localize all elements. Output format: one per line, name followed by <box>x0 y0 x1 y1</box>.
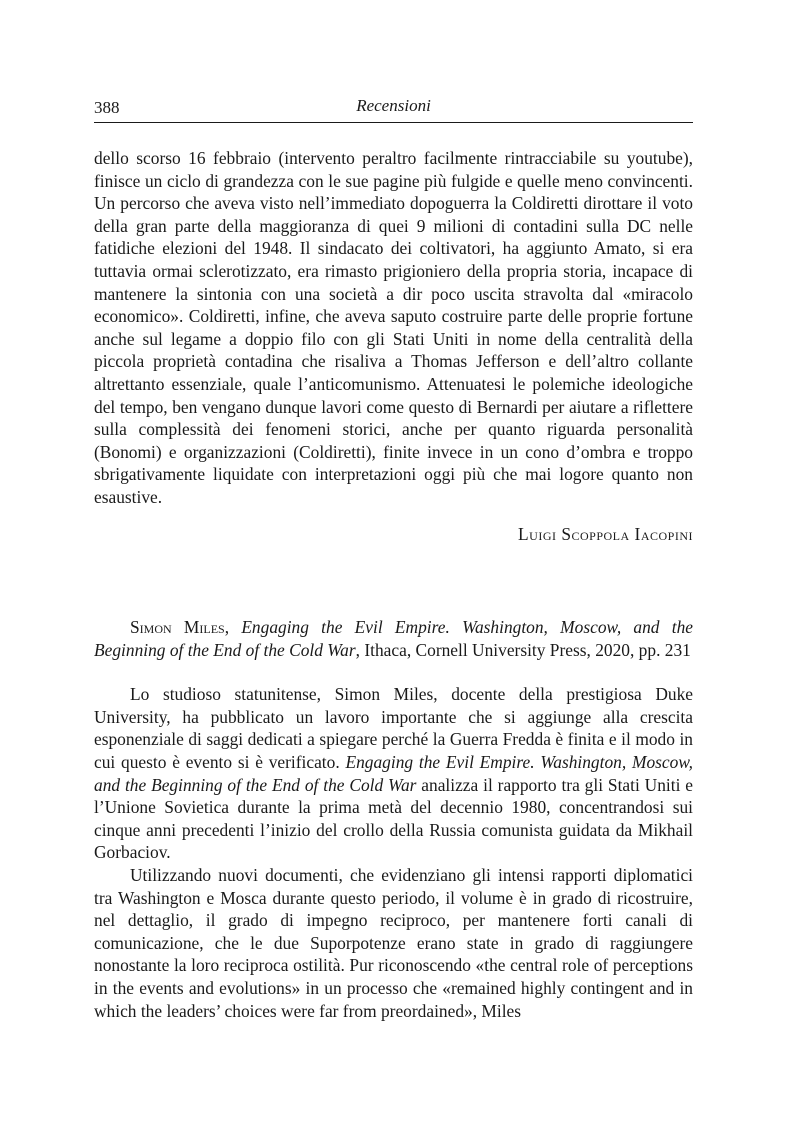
review-paragraph: Utilizzando nuovi documenti, che evidenziano gli intensi rapporti diplomatici tra Washington e Mosca durante questo periodo, il volume è in grado di ricostruire, nel dettaglio, il grado di impegno reciproco, per mantenere forti canali di comunicazione, che le due Suporpotenze erano state in grado di raggiungere nonostante la loro reciproca ostilità. Pur riconoscendo «the central role of perceptions in the events and evolutions» in un processo che «remained highly contingent and in which the leaders’ choices were far from preordained», Miles <box>94 865 693 1021</box>
book-author: Simon Miles <box>130 617 225 638</box>
reviewer-signature: Luigi Scoppola Iacopini <box>518 523 693 544</box>
running-head: Recensioni <box>356 96 431 115</box>
book-reference: Simon Miles, Engaging the Evil Empire. Washington, Moscow, and the Beginning of the End of the Cold War, Ithaca, Cornell University Press, 2020, pp. 231 <box>94 617 693 660</box>
book-publication: , Ithaca, Cornell University Press, 2020, pp. 231 <box>355 639 691 660</box>
review-paragraph <box>94 683 693 864</box>
paragraph-text: Lo studioso statunitense, Simon Miles, docente della prestigiosa Duke University, ha pubblicato un lavoro importante che si aggiunge alla crescita esponenziale di saggi dedicati a spiegare perché la Guerra Fredda è finita e il modo in cui questo è evento si è verificato. <box>94 684 693 773</box>
book-title: Engaging the Evil Empire. Washington, Moscow, and the Beginning of the End of the Cold War <box>94 617 693 660</box>
review-paragraph: dello scorso 16 febbraio (intervento peraltro facilmente rintracciabile su youtube), finisce un ciclo di grandezza con le sue pagine più fulgide e quelle meno convincenti. Un percorso che aveva visto nell’immediato dopoguerra la Coldiretti dirottare il voto della gran parte della maggioranza di quei 9 milioni di contadini sulla DC nelle fatidiche elezioni del 1948. Il sindacato dei coltivatori, ha aggiunto Amato, si era tuttavia ormai sclerotizzato, era rimasto prigioniero della propria storia, incapace di mantenere la sintonia con una società a dir poco uscita stravolta dal «miracolo economico». Coldiretti, infine, che aveva saputo costruire parte delle proprie fortune anche sul legame a doppio filo con gli Stati Uniti in nome della centralità della piccola proprietà contadina che risaliva a Thomas Jefferson e dell’altro collante altrettanto essenziale, quale l’anticomunismo. Attenuatesi le polemiche ideologiche del tempo, ben vengano dunque lavori come questo di Bernardi per aiutare a riflettere sulla complessità dei fenomeni storici, anche per quanto riguarda personalità (Bonomi) e organizzazioni (Coldiretti), finite invece in un cono d’ombra e troppo sbrigativamente liquidate con interpretazioni oggi più che mai logore quanto non esaustive. <box>94 148 693 507</box>
page-header <box>94 96 693 123</box>
paragraph-text: analizza il rapporto tra gli Stati Uniti e l’Unione Sovietica durante la prima metà del decennio 1980, concentrandosi sui cinque anni precedenti l’inizio del crollo della Russia comunista guidata da Mikhail Gorbaciov. <box>94 774 693 863</box>
inline-book-title: Engaging the Evil Empire. Washington, Moscow, and the Beginning of the End of the Cold War <box>94 752 693 795</box>
page-number: 388 <box>94 98 120 117</box>
page-body <box>94 147 693 1022</box>
